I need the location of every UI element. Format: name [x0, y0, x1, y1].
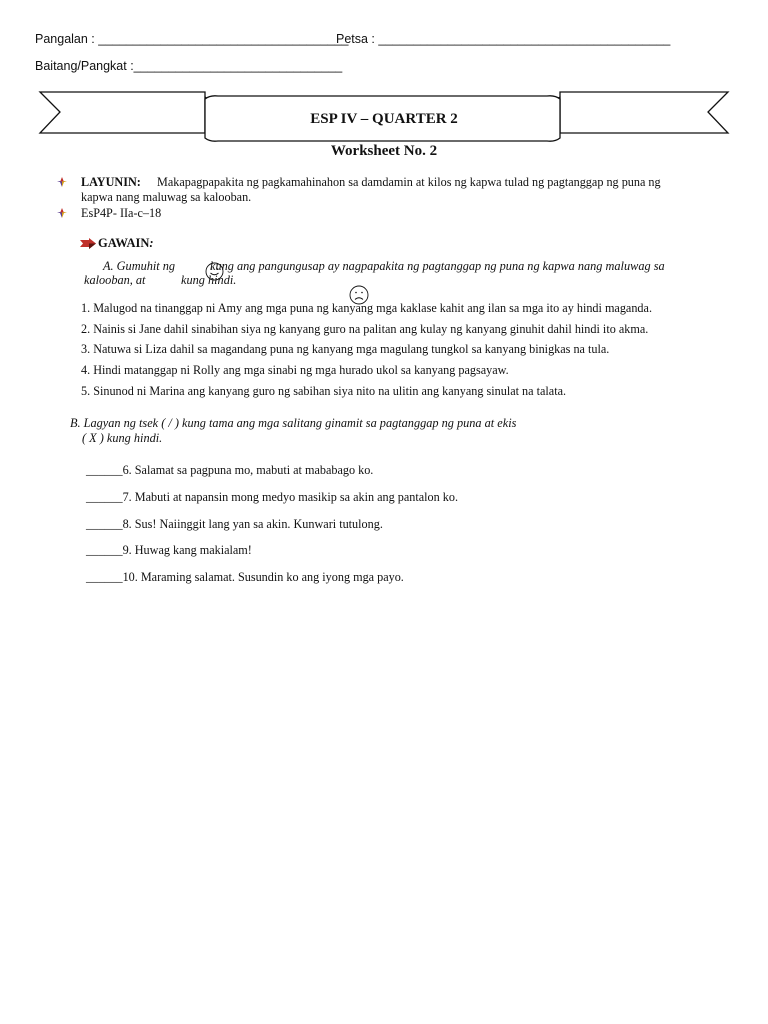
- part-b-item-6[interactable]: ______6. Salamat sa pagpuna mo, mabuti at mababago ko.: [86, 463, 374, 477]
- grade-section-field[interactable]: Baitang/Pangkat :______________________________: [35, 59, 343, 73]
- activity-label: [98, 236, 154, 251]
- part-b-item-10[interactable]: ______10. Maraming salamat. Susundin ko ang iyong mga payo.: [86, 570, 404, 584]
- part-a-item-3: 3. Natuwa si Liza dahil sa magandang puna ng kanyang mga magulang tungkol sa kanyang binigkas na tula.: [81, 342, 610, 356]
- objective-text-line2: kapwa nang maluwag sa kalooban.: [81, 190, 252, 204]
- part-a-instruction-start: A. Gumuhit ng: [103, 259, 176, 273]
- diamond-bullet-icon: [57, 177, 67, 187]
- part-a-item-1: 1. Malugod na tinanggap ni Amy ang mga puna ng kanyang mga kaklase kahit ang ilan sa mga ito ay hindi maganda.: [81, 301, 652, 315]
- objective-label: LAYUNIN:: [81, 175, 141, 189]
- part-b-instruction-line2: ( X ) kung hindi.: [82, 431, 163, 445]
- activity-label-text: GAWAIN: [98, 236, 150, 250]
- part-a-instruction-end: kung hindi.: [181, 273, 237, 287]
- part-b-instruction-line1: B. Lagyan ng tsek ( / ) kung tama ang mga salitang ginamit sa pagtanggap ng puna at ekis: [70, 416, 517, 430]
- part-b-item-9[interactable]: ______9. Huwag kang makialam!: [86, 543, 252, 557]
- part-a-instruction-main: kung ang pangungusap ay nagpapakita ng pagtanggap ng puna ng kapwa nang maluwag sa: [210, 259, 665, 273]
- part-a-item-2: 2. Nainis si Jane dahil sinabihan siya ng kanyang guro na palitan ang kulay ng kanyang ginuhit dahil hindi ito akma.: [81, 322, 649, 336]
- competency-code: EsP4P- IIa-c–18: [81, 206, 162, 220]
- activity-label-colon: :: [149, 236, 154, 250]
- part-a-item-5: 5. Sinunod ni Marina ang kanyang guro ng sabihan siya nito na ulitin ang kanyang sinulat na talata.: [81, 384, 567, 398]
- arrow-bullet-icon: [80, 238, 96, 249]
- part-b-item-8[interactable]: ______8. Sus! Naiinggit lang yan sa akin. Kunwari tutulong.: [86, 517, 383, 531]
- part-a-item-4: 4. Hindi matanggap ni Rolly ang mga sinabi ng mga hurado ukol sa kanyang pagsayaw.: [81, 363, 509, 377]
- worksheet-number-title: Worksheet No. 2: [330, 143, 438, 159]
- objective-text-line1: Makapagpapakita ng pagkamahinahon sa damdamin at kilos ng kapwa tulad ng pagtanggap ng puna ng: [157, 175, 661, 189]
- name-field[interactable]: Pangalan : ____________________________________: [35, 32, 349, 46]
- part-b-item-7[interactable]: ______7. Mabuti at napansin mong medyo masikip sa akin ang pantalon ko.: [86, 490, 458, 504]
- part-a-instruction-cont: kalooban, at: [84, 273, 146, 287]
- date-field[interactable]: Petsa : __________________________________________: [336, 32, 671, 46]
- quarter-title: ESP IV – QUARTER 2: [310, 111, 458, 127]
- diamond-bullet-icon: [57, 208, 67, 218]
